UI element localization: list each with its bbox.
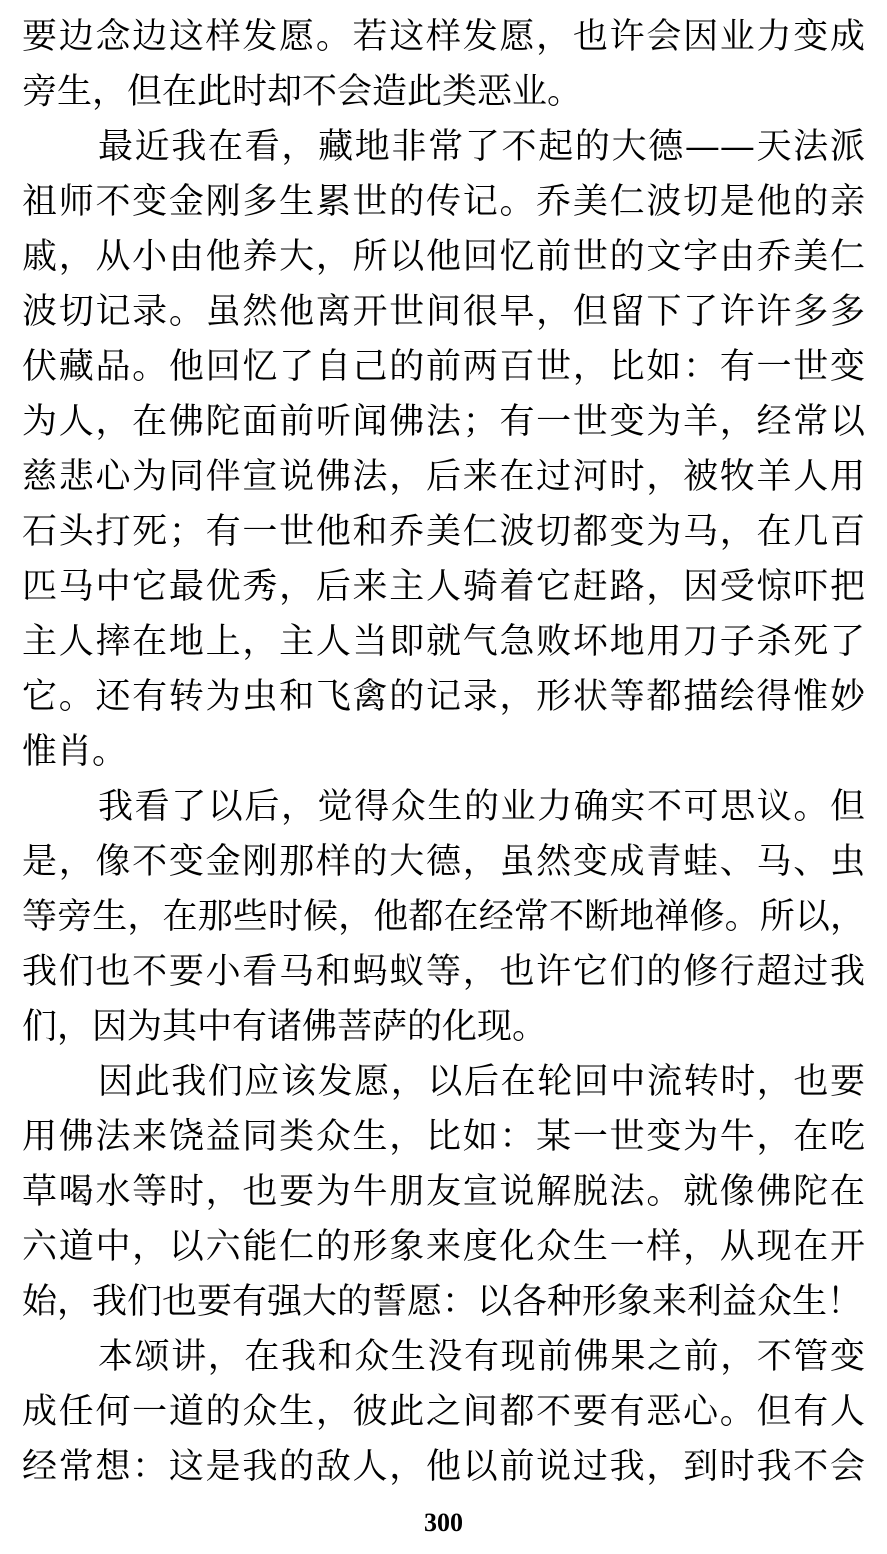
text-line: 它。还有转为虫和飞禽的记录，形状等都描绘得惟妙	[22, 677, 865, 717]
text-line: 伏藏品。他回忆了自己的前两百世，比如：有一世变	[22, 347, 865, 387]
page-number: 300	[424, 1508, 463, 1537]
text-line: 始，我们也要有强大的誓愿：以各种形象来利益众生！	[22, 1282, 863, 1322]
text-line: 们，因为其中有诸佛菩萨的化现。	[22, 1007, 548, 1047]
text-line: 石头打死；有一世他和乔美仁波切都变为马，在几百	[22, 512, 865, 552]
text-line: 为人，在佛陀面前听闻佛法；有一世变为羊，经常以	[22, 402, 865, 442]
text-line: 旁生，但在此时却不会造此类恶业。	[22, 72, 583, 112]
paragraph-first-line: 本颂讲，在我和众生没有现前佛果之前，不管变	[98, 1337, 865, 1377]
text-line: 匹马中它最优秀，后来主人骑着它赶路，因受惊吓把	[22, 567, 865, 607]
text-line: 要边念边这样发愿。若这样发愿，也许会因业力变成	[22, 17, 865, 57]
page-body	[22, 10, 865, 1490]
text-line: 我们也不要小看马和蚂蚁等，也许它们的修行超过我	[22, 952, 865, 992]
text-line: 经常想：这是我的敌人，他以前说过我，到时我不会	[22, 1447, 865, 1487]
paragraph-first-line: 我看了以后，觉得众生的业力确实不可思议。但	[98, 787, 865, 827]
text-line: 慈悲心为同伴宣说佛法，后来在过河时，被牧羊人用	[22, 457, 865, 497]
text-line: 六道中，以六能仁的形象来度化众生一样，从现在开	[22, 1227, 865, 1267]
text-line: 惟肖。	[22, 732, 128, 772]
text-line: 波切记录。虽然他离开世间很早，但留下了许许多多	[22, 292, 865, 332]
text-line: 等旁生，在那些时候，他都在经常不断地禅修。所以，	[22, 897, 865, 937]
paragraph-first-line: 因此我们应该发愿，以后在轮回中流转时，也要	[98, 1062, 865, 1102]
text-line: 主人摔在地上，主人当即就气急败坏地用刀子杀死了	[22, 622, 865, 662]
paragraph-first-line: 最近我在看，藏地非常了不起的大德——天法派	[98, 127, 865, 167]
text-line: 成任何一道的众生，彼此之间都不要有恶心。但有人	[22, 1392, 865, 1432]
text-line: 是，像不变金刚那样的大德，虽然变成青蛙、马、虫	[22, 842, 865, 882]
text-line: 用佛法来饶益同类众生，比如：某一世变为牛，在吃	[22, 1117, 865, 1157]
text-line: 戚，从小由他养大，所以他回忆前世的文字由乔美仁	[22, 237, 865, 277]
text-line: 草喝水等时，也要为牛朋友宣说解脱法。就像佛陀在	[22, 1172, 865, 1212]
text-line: 祖师不变金刚多生累世的传记。乔美仁波切是他的亲	[22, 182, 865, 222]
